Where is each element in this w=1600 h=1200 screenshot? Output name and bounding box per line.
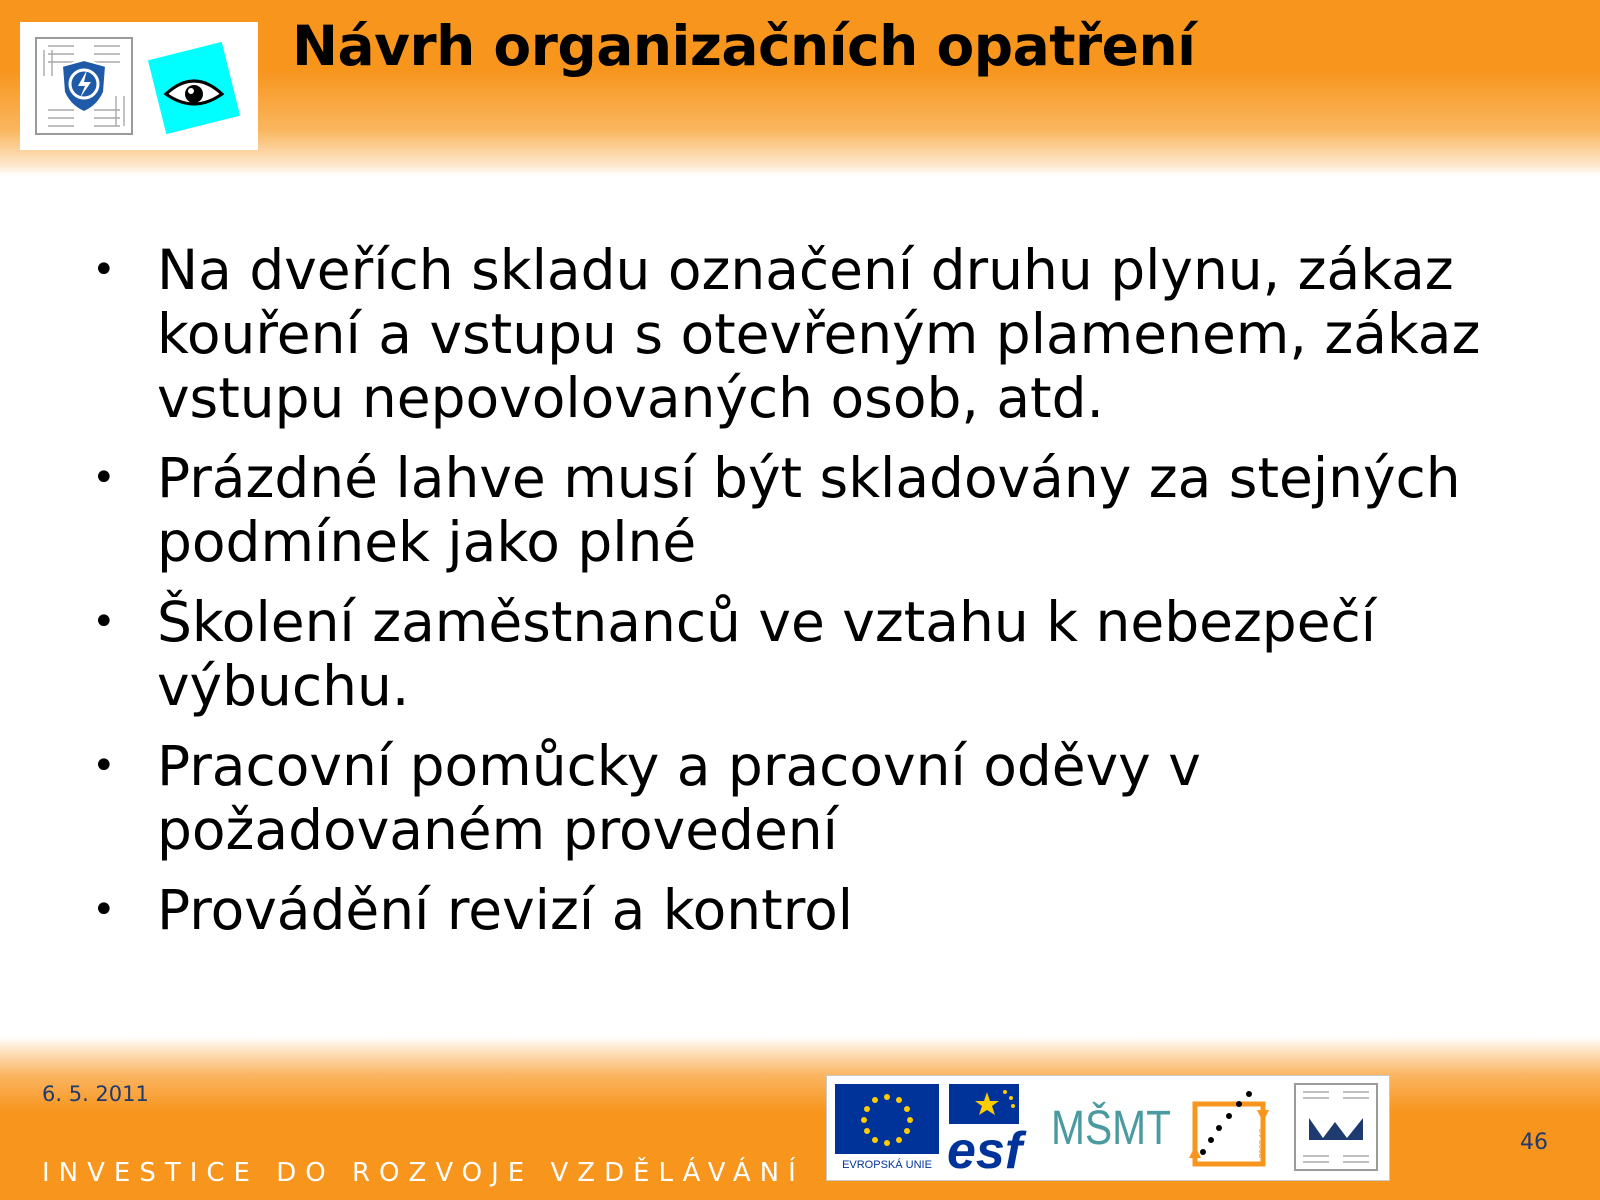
list-item — [92, 590, 1522, 718]
bullet-icon: • — [92, 743, 116, 789]
faculty-small-logo — [1293, 1082, 1379, 1174]
eu-logo-strip — [826, 1075, 1390, 1181]
bullet-icon: • — [92, 887, 116, 933]
page-number: 46 — [1520, 1130, 1548, 1155]
list-item — [92, 878, 1522, 942]
op-arrows-logo — [1183, 1082, 1283, 1174]
eu-flag-logo — [835, 1084, 939, 1172]
bullet-text: Na dveřích skladu označení druhu plynu, zákaz kouření a vstupu s otevřeným plamenem, zákaz vstupu nepovolovaných osob, atd. — [157, 238, 1481, 430]
bullet-icon: • — [92, 599, 116, 645]
eu-label: EVROPSKÁ UNIE — [842, 1159, 932, 1171]
msmt-label: MŠMT — [1051, 1102, 1193, 1155]
list-item — [92, 734, 1522, 862]
slide-title: Návrh organizačních opatření — [292, 14, 1196, 78]
msmt-logo — [1049, 1082, 1193, 1174]
bullet-text: Pracovní pomůcky a pracovní oděvy v požadovaném provedení — [157, 734, 1201, 862]
list-item — [92, 238, 1522, 430]
header-band — [0, 0, 1600, 176]
list-item — [92, 446, 1522, 574]
faculty-logo — [34, 36, 134, 136]
slide-date: 6. 5. 2011 — [42, 1082, 149, 1106]
esf-label: esf — [947, 1122, 1023, 1180]
esf-logo — [947, 1084, 1047, 1180]
logo-box — [20, 22, 258, 150]
footer-tagline: INVESTICE DO ROZVOJE VZDĚLÁVÁNÍ — [42, 1158, 805, 1188]
bullet-list — [92, 238, 1522, 958]
bullet-text: Prázdné lahve musí být skladovány za stejných podmínek jako plné — [157, 446, 1461, 574]
eye-logo — [144, 38, 244, 138]
bullet-icon: • — [92, 247, 116, 293]
op-years-label: 2007-13 — [1258, 1128, 1267, 1158]
bullet-text: Školení zaměstnanců ve vztahu k nebezpečí výbuchu. — [157, 590, 1377, 718]
bullet-text: Provádění revizí a kontrol — [157, 878, 854, 942]
bullet-icon: • — [92, 455, 116, 501]
